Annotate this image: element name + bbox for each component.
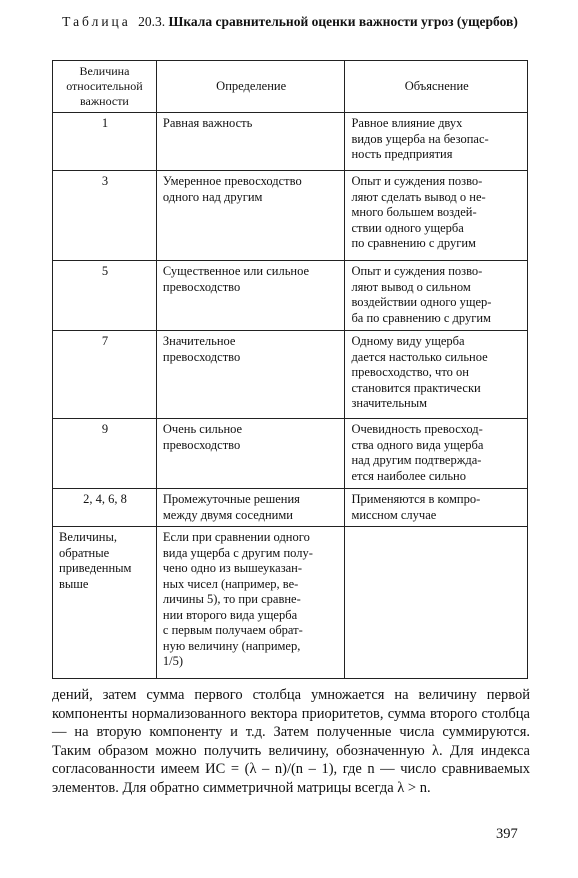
cell-definition: Умеренное превосходство одного над другим <box>156 171 345 261</box>
cell-explanation: Одному виду ущерба дается настолько сильное превосходство, что он становится практически значительным <box>345 331 528 419</box>
caption-label: Таблица <box>62 14 131 29</box>
header-value: Величина относительной важности <box>53 61 157 113</box>
importance-scale-table <box>52 60 528 679</box>
cell-value: 2, 4, 6, 8 <box>53 489 157 527</box>
table-header-row <box>53 61 528 113</box>
cell-definition: Если при сравнении одного вида ущерба с другим полу- чено одно из вышеуказан- ных чисел (например, ве- личины 5), то при сравне- нии второго вида ущерба с первым получаем обрат- ную величину (например, 1/5) <box>156 527 345 679</box>
header-definition: Определение <box>156 61 345 113</box>
cell-value: 9 <box>53 419 157 489</box>
table-row <box>53 489 528 527</box>
cell-explanation: Опыт и суждения позво- ляют вывод о сильном воздействии одного ущер- ба по сравнению с другим <box>345 261 528 331</box>
cell-value: Величины, обратные приведенным выше <box>53 527 157 679</box>
body-paragraph <box>52 686 530 797</box>
table-row <box>53 527 528 679</box>
cell-explanation: Опыт и суждения позво- ляют сделать вывод о не- много большем воздей- ствии одного ущерба по сравнению с другим <box>345 171 528 261</box>
cell-definition: Существенное или сильное превосходство <box>156 261 345 331</box>
cell-explanation: Равное влияние двух видов ущерба на безопас- ность предприятия <box>345 113 528 171</box>
header-explanation: Объяснение <box>345 61 528 113</box>
cell-explanation: Очевидность превосход- ства одного вида ущерба над другим подтвержда- ется наиболее сильно <box>345 419 528 489</box>
table-row <box>53 331 528 419</box>
table-row <box>53 113 528 171</box>
paragraph-text: дений, затем сумма первого столбца умножается на величину первой компоненты нормализованного вектора приоритетов, сумма второго столбца — на вторую компоненту и т.д. Затем полученные числа суммируются. Таким образом можно получить величину, обозначенную λ. Для индекса согласованности имеем ИС = (λ – n)/(n – 1), где n — число сравниваемых элементов. Для обратно симметричной матрицы всегда λ > n. <box>52 687 530 796</box>
cell-value: 1 <box>53 113 157 171</box>
table-row <box>53 171 528 261</box>
table-row <box>53 261 528 331</box>
caption-title: Шкала сравнительной оценки важности угроз (ущербов) <box>168 14 518 29</box>
table-caption <box>52 14 528 30</box>
cell-definition: Промежуточные решения между двумя соседними <box>156 489 345 527</box>
caption-number: 20.3. <box>138 14 166 29</box>
cell-value: 3 <box>53 171 157 261</box>
cell-explanation <box>345 527 528 679</box>
cell-value: 5 <box>53 261 157 331</box>
page-number: 397 <box>496 826 518 842</box>
cell-explanation: Применяются в компро- миссном случае <box>345 489 528 527</box>
cell-definition: Значительное превосходство <box>156 331 345 419</box>
table-row <box>53 419 528 489</box>
cell-definition: Очень сильное превосходство <box>156 419 345 489</box>
cell-value: 7 <box>53 331 157 419</box>
cell-definition: Равная важность <box>156 113 345 171</box>
